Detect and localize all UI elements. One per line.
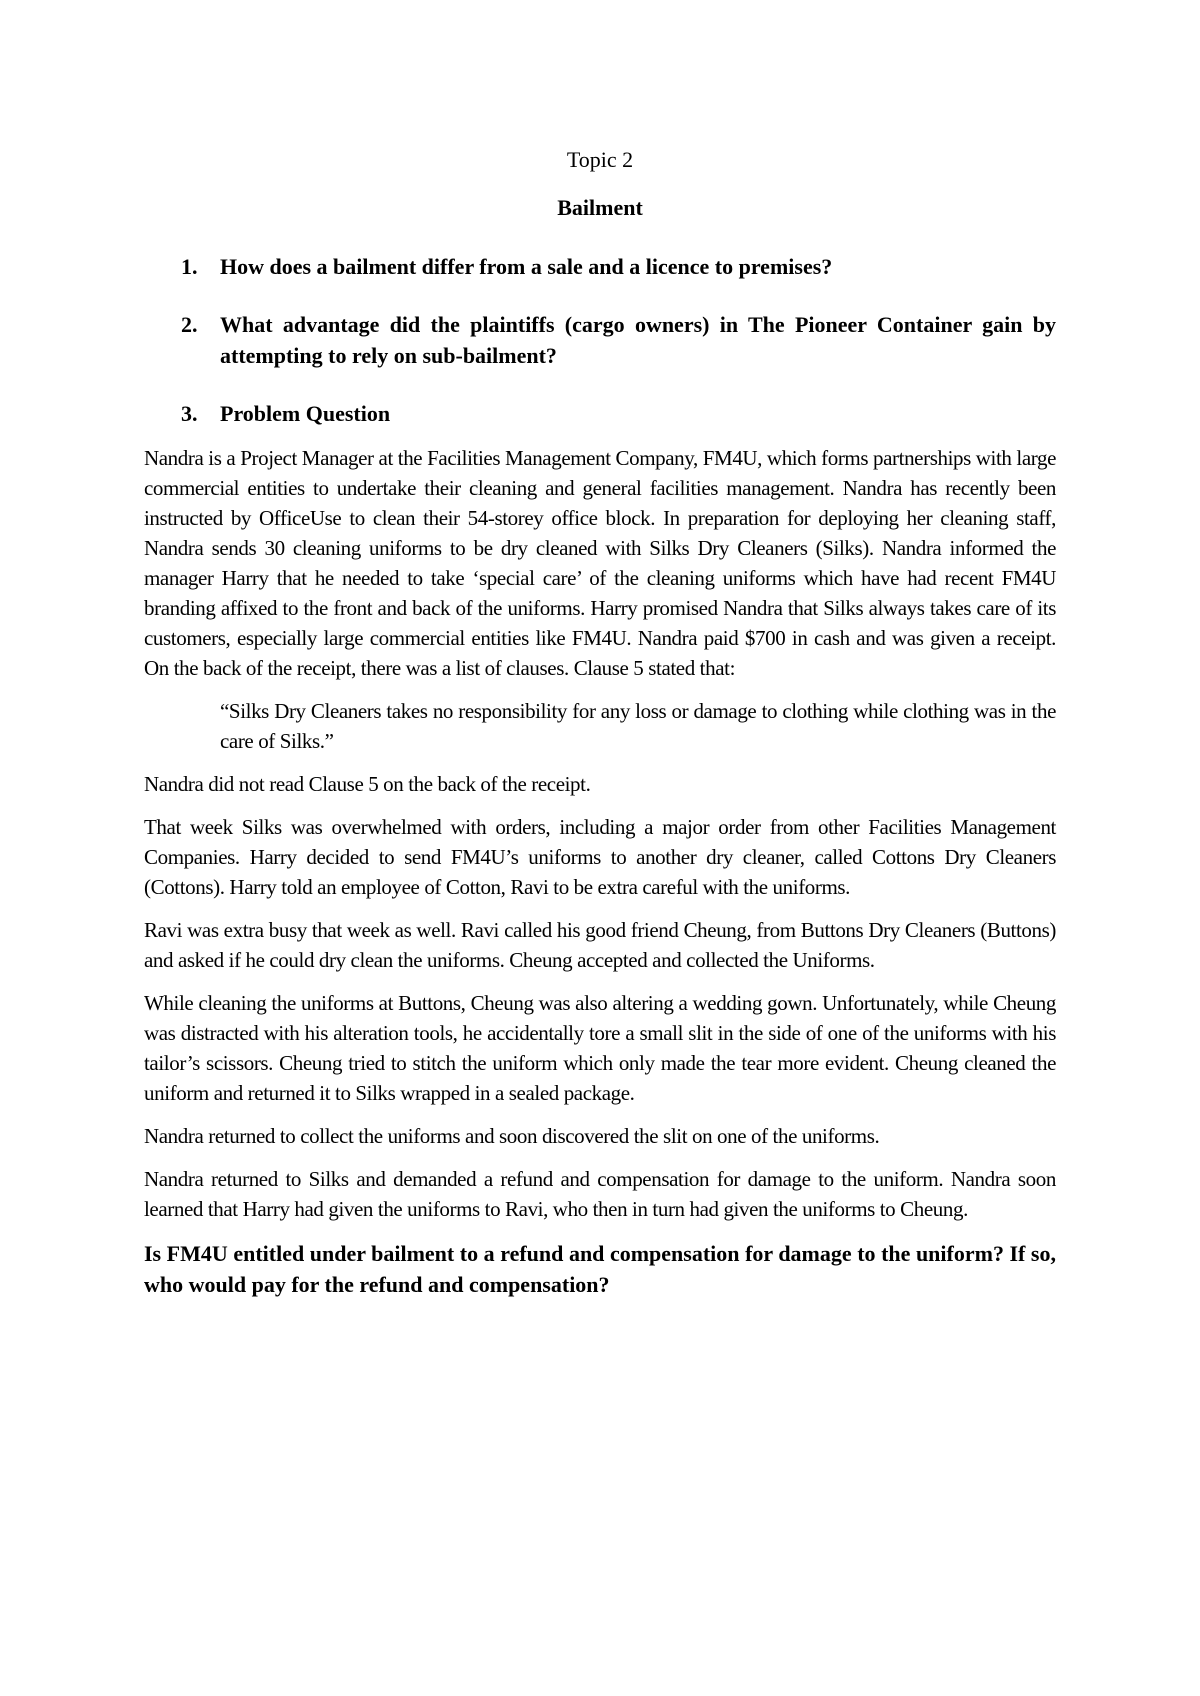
document-content (144, 145, 1056, 1300)
final-question: Is FM4U entitled under bailment to a refund and compensation for damage to the uniform? If so, who would pay for the refund and compensation? (144, 1241, 1056, 1297)
problem-paragraph: Nandra did not read Clause 5 on the back of the receipt. (144, 772, 591, 796)
question-item-3 (144, 398, 1056, 429)
question-text: What advantage did the plaintiffs (cargo owners) in The Pioneer Container gain by attempting to rely on sub-bailment? (220, 312, 1056, 368)
problem-paragraph: While cleaning the uniforms at Buttons, Cheung was also altering a wedding gown. Unfortunately, while Cheung was distracted with his alteration tools, he accidentally tore a small slit in the side of one of the uniforms with his tailor’s scissors. Cheung tried to stitch the uniform which only made the tear more evident. Cheung cleaned the uniform and returned it to Silks wrapped in a sealed package. (144, 991, 1056, 1105)
problem-paragraph: That week Silks was overwhelmed with orders, including a major order from other Facilities Management Companies. Harry decided to send FM4U’s uniforms to another dry cleaner, called Cottons Dry Cleaners (Cottons). Harry told an employee of Cotton, Ravi to be extra careful with the uniforms. (144, 815, 1056, 899)
problem-paragraph: Nandra is a Project Manager at the Facilities Management Company, FM4U, which forms partnerships with large commercial entities to undertake their cleaning and general facilities management. Nandra has recently been instructed by OfficeUse to clean their 54-storey office block. In preparation for deploying her cleaning staff, Nandra sends 30 cleaning uniforms to be dry cleaned with Silks Dry Cleaners (Silks). Nandra informed the manager Harry that he needed to take ‘special care’ of the cleaning uniforms which have had recent FM4U branding affixed to the front and back of the uniforms. Harry promised Nandra that Silks always takes care of its customers, especially large commercial entities like FM4U. Nandra paid $700 in cash and was given a receipt. On the back of the receipt, there was a list of clauses. Clause 5 stated that: (144, 446, 1056, 680)
question-number: 1. (181, 254, 198, 279)
topic-heading: Topic 2 (566, 147, 634, 172)
question-text: Problem Question (220, 401, 391, 426)
question-text: How does a bailment differ from a sale and a licence to premises? (220, 254, 833, 279)
question-number: 2. (181, 312, 198, 337)
question-list (144, 251, 1056, 429)
problem-paragraph: Nandra returned to Silks and demanded a refund and compensation for damage to the uniform. Nandra soon learned that Harry had given the uniforms to Ravi, who then in turn had given the uniforms to Cheung. (144, 1167, 1056, 1221)
clause-quote: “Silks Dry Cleaners takes no responsibility for any loss or damage to clothing while clothing was in the care of Silks.” (220, 699, 1056, 753)
question-item-2 (144, 309, 1056, 371)
subject-heading: Bailment (557, 195, 643, 220)
question-item-1 (144, 251, 1056, 282)
question-number: 3. (181, 401, 198, 426)
problem-paragraph: Nandra returned to collect the uniforms and soon discovered the slit on one of the uniforms. (144, 1124, 880, 1148)
problem-paragraph: Ravi was extra busy that week as well. Ravi called his good friend Cheung, from Buttons Dry Cleaners (Buttons) and asked if he could dry clean the uniforms. Cheung accepted and collected the Uniforms. (144, 918, 1056, 972)
